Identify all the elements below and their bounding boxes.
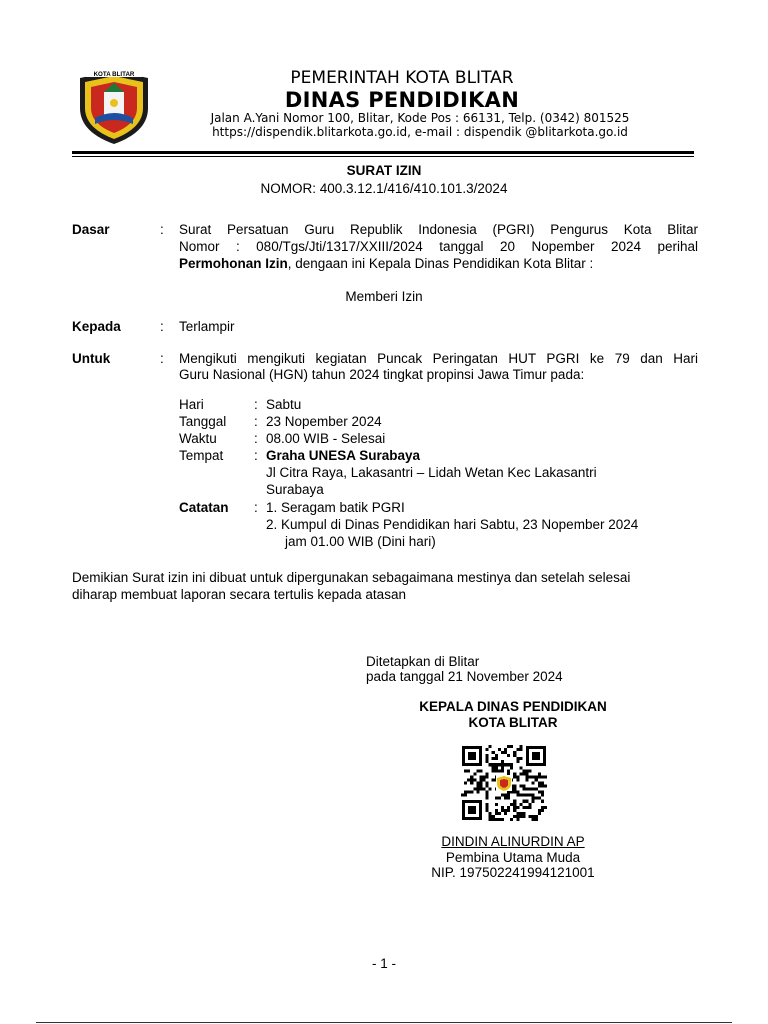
qr-module bbox=[513, 800, 516, 803]
qr-module bbox=[483, 788, 486, 791]
untuk-line-2: Guru Nasional (HGN) tahun 2024 tingkat propinsi Jawa Timur pada: bbox=[179, 367, 585, 382]
qr-module bbox=[504, 794, 507, 797]
document-number: NOMOR: 400.3.12.1/416/410.101.3/2024 bbox=[260, 181, 508, 196]
qr-module bbox=[538, 809, 541, 812]
qr-module bbox=[510, 763, 513, 766]
qr-module bbox=[492, 751, 495, 754]
untuk-colon: : bbox=[160, 351, 164, 366]
qr-module bbox=[476, 791, 479, 794]
qr-module bbox=[522, 800, 525, 803]
qr-module bbox=[504, 812, 507, 815]
memberi-izin: Memberi Izin bbox=[345, 289, 423, 304]
qr-module bbox=[519, 794, 522, 797]
qr-module bbox=[486, 748, 489, 751]
qr-module bbox=[532, 788, 535, 791]
qr-module bbox=[516, 778, 519, 781]
qr-module bbox=[516, 794, 519, 797]
qr-module bbox=[519, 748, 522, 751]
untuk-label: Untuk bbox=[72, 351, 111, 366]
qr-module bbox=[486, 803, 489, 806]
qr-module bbox=[513, 785, 516, 788]
qr-module bbox=[510, 803, 513, 806]
qr-module bbox=[532, 818, 535, 821]
qr-module bbox=[464, 791, 467, 794]
qr-module bbox=[529, 788, 532, 791]
qr-module bbox=[532, 794, 535, 797]
catatan-item-1: 1. Seragam batik PGRI bbox=[266, 500, 405, 515]
qr-module bbox=[544, 775, 547, 778]
qr-module bbox=[526, 806, 529, 809]
qr-module bbox=[467, 769, 470, 772]
address-line-1: Jalan A.Yani Nomor 100, Blitar, Kode Pos : 66131, Telp. (0342) 801525 bbox=[210, 111, 630, 125]
qr-module bbox=[504, 751, 507, 754]
qr-module bbox=[510, 766, 513, 769]
qr-module bbox=[522, 772, 525, 775]
qr-module bbox=[464, 769, 467, 772]
qr-module bbox=[495, 818, 498, 821]
qr-module bbox=[529, 775, 532, 778]
qr-module bbox=[544, 785, 547, 788]
qr-module bbox=[519, 772, 522, 775]
tanggal-value: 23 Nopember 2024 bbox=[266, 414, 382, 429]
qr-module bbox=[467, 791, 470, 794]
qr-module bbox=[522, 785, 525, 788]
qr-module bbox=[501, 766, 504, 769]
qr-module bbox=[519, 785, 522, 788]
qr-module bbox=[486, 757, 489, 760]
qr-module bbox=[479, 788, 482, 791]
qr-module bbox=[516, 812, 519, 815]
qr-module bbox=[473, 772, 476, 775]
qr-module bbox=[532, 800, 535, 803]
qr-module bbox=[522, 794, 525, 797]
qr-module bbox=[501, 794, 504, 797]
dasar-colon: : bbox=[160, 222, 164, 237]
qr-module bbox=[516, 757, 519, 760]
qr-module bbox=[516, 775, 519, 778]
qr-module bbox=[513, 791, 516, 794]
qr-module bbox=[501, 763, 504, 766]
qr-module bbox=[519, 757, 522, 760]
qr-module bbox=[495, 797, 498, 800]
kota-blitar-logo bbox=[76, 68, 152, 146]
closing-line-1: Demikian Surat izin ini dibuat untuk dipergunakan sebagaimana mestinya dan setelah selesai bbox=[72, 570, 631, 585]
qr-module bbox=[486, 785, 489, 788]
qr-module bbox=[483, 778, 486, 781]
qr-module bbox=[513, 772, 516, 775]
qr-module bbox=[489, 812, 492, 815]
dasar-line-3-rest: , dengaan ini Kepala Dinas Pendidikan Kota Blitar : bbox=[287, 256, 594, 271]
qr-module bbox=[522, 812, 525, 815]
qr-module bbox=[526, 794, 529, 797]
qr-module bbox=[541, 775, 544, 778]
qr-module bbox=[507, 806, 510, 809]
qr-module bbox=[513, 803, 516, 806]
qr-module bbox=[492, 757, 495, 760]
qr-module bbox=[473, 778, 476, 781]
qr-module bbox=[492, 769, 495, 772]
waktu-colon: : bbox=[254, 431, 258, 446]
qr-module bbox=[498, 748, 501, 751]
qr-module bbox=[489, 815, 492, 818]
qr-module bbox=[507, 763, 510, 766]
qr-module bbox=[510, 791, 513, 794]
qr-module bbox=[461, 794, 464, 797]
signature-place: Ditetapkan di Blitar bbox=[366, 654, 480, 669]
qr-module bbox=[513, 809, 516, 812]
qr-module bbox=[541, 781, 544, 784]
government-name: PEMERINTAH KOTA BLITAR bbox=[290, 68, 514, 88]
qr-module bbox=[532, 797, 535, 800]
qr-module bbox=[476, 785, 479, 788]
hari-value: Sabtu bbox=[266, 397, 302, 412]
tempat-address-1: Jl Citra Raya, Lakasantri – Lidah Wetan Kec Lakasantri bbox=[266, 465, 597, 480]
qr-module bbox=[473, 788, 476, 791]
qr-module bbox=[516, 815, 519, 818]
qr-module bbox=[495, 757, 498, 760]
qr-module bbox=[504, 748, 507, 751]
footer-rule bbox=[36, 1022, 732, 1023]
qr-module bbox=[541, 800, 544, 803]
qr-module bbox=[516, 791, 519, 794]
signatory-nip: NIP. 197502241994121001 bbox=[431, 865, 595, 880]
qr-module bbox=[519, 766, 522, 769]
tempat-address-2: Surabaya bbox=[266, 482, 324, 497]
qr-module bbox=[486, 760, 489, 763]
letterhead-rule-thin bbox=[72, 156, 694, 157]
qr-module bbox=[507, 745, 510, 748]
tempat-value: Graha UNESA Surabaya bbox=[266, 448, 421, 463]
qr-module bbox=[532, 815, 535, 818]
qr-module bbox=[535, 797, 538, 800]
qr-module bbox=[513, 806, 516, 809]
qr-module bbox=[489, 818, 492, 821]
qr-module bbox=[498, 812, 501, 815]
qr-module bbox=[510, 818, 513, 821]
qr-module bbox=[522, 769, 525, 772]
qr-module bbox=[541, 785, 544, 788]
qr-module bbox=[529, 806, 532, 809]
qr-module bbox=[476, 781, 479, 784]
hari-label: Hari bbox=[179, 397, 204, 412]
qr-code-signature bbox=[461, 745, 547, 821]
qr-module bbox=[526, 775, 529, 778]
qr-module bbox=[479, 775, 482, 778]
qr-module bbox=[535, 775, 538, 778]
qr-module bbox=[495, 809, 498, 812]
untuk-line-1: Mengikuti mengikuti kegiatan Puncak Peringatan HUT PGRI ke 79 dan Hari bbox=[179, 351, 698, 366]
qr-module bbox=[501, 809, 504, 812]
qr-module bbox=[498, 818, 501, 821]
qr-module bbox=[538, 781, 541, 784]
qr-module bbox=[538, 791, 541, 794]
qr-module bbox=[507, 772, 510, 775]
qr-module bbox=[519, 803, 522, 806]
qr-module bbox=[495, 754, 498, 757]
qr-module bbox=[501, 806, 504, 809]
qr-module bbox=[495, 803, 498, 806]
page-number: - 1 - bbox=[371, 956, 396, 971]
qr-module bbox=[541, 791, 544, 794]
qr-module bbox=[495, 766, 498, 769]
dasar-line-2: Nomor : 080/Tgs/Jti/1317/XXIII/2024 tanggal 20 Nopember 2024 perihal bbox=[179, 239, 698, 254]
qr-module bbox=[526, 800, 529, 803]
signature-title-1: KEPALA DINAS PENDIDIKAN bbox=[419, 699, 607, 714]
qr-module bbox=[529, 769, 532, 772]
qr-module bbox=[479, 781, 482, 784]
qr-module bbox=[479, 785, 482, 788]
qr-module bbox=[516, 806, 519, 809]
qr-module bbox=[541, 809, 544, 812]
qr-module bbox=[535, 788, 538, 791]
dasar-line-1: Surat Persatuan Guru Republik Indonesia (PGRI) Pengurus Kota Blitar bbox=[179, 222, 698, 237]
qr-module bbox=[526, 778, 529, 781]
qr-module bbox=[522, 815, 525, 818]
qr-module bbox=[544, 806, 547, 809]
qr-module bbox=[501, 760, 504, 763]
qr-module bbox=[479, 769, 482, 772]
qr-module bbox=[507, 754, 510, 757]
dasar-subject: Permohonan Izin bbox=[179, 256, 288, 271]
qr-module bbox=[486, 806, 489, 809]
catatan-label: Catatan bbox=[179, 500, 229, 515]
tempat-label: Tempat bbox=[179, 448, 224, 463]
qr-module bbox=[501, 769, 504, 772]
qr-module bbox=[519, 745, 522, 748]
qr-module bbox=[486, 754, 489, 757]
kepada-colon: : bbox=[160, 319, 164, 334]
qr-module bbox=[492, 818, 495, 821]
qr-module bbox=[479, 778, 482, 781]
qr-module bbox=[476, 769, 479, 772]
qr-module bbox=[486, 794, 489, 797]
address-line-2: https://dispendik.blitarkota.go.id, e-mail : dispendik @blitarkota.go.id bbox=[212, 125, 628, 139]
qr-module bbox=[516, 748, 519, 751]
qr-module bbox=[492, 815, 495, 818]
qr-module bbox=[495, 769, 498, 772]
qr-module bbox=[507, 809, 510, 812]
qr-module bbox=[501, 818, 504, 821]
signatory-rank: Pembina Utama Muda bbox=[445, 850, 581, 865]
qr-module bbox=[519, 812, 522, 815]
waktu-label: Waktu bbox=[179, 431, 217, 446]
tanggal-colon: : bbox=[254, 414, 258, 429]
qr-module bbox=[486, 781, 489, 784]
qr-module bbox=[538, 797, 541, 800]
closing-line-2: diharap membuat laporan secara tertulis kepada atasan bbox=[72, 587, 406, 602]
qr-module bbox=[513, 815, 516, 818]
qr-module bbox=[486, 772, 489, 775]
catatan-item-2: 2. Kumpul di Dinas Pendidikan hari Sabtu, 23 Nopember 2024 bbox=[266, 517, 639, 532]
qr-module bbox=[498, 763, 501, 766]
qr-module bbox=[516, 818, 519, 821]
qr-module bbox=[470, 778, 473, 781]
kepada-label: Kepada bbox=[72, 319, 121, 334]
qr-module bbox=[519, 815, 522, 818]
qr-module bbox=[486, 775, 489, 778]
qr-module bbox=[507, 769, 510, 772]
qr-module bbox=[492, 763, 495, 766]
qr-module bbox=[470, 791, 473, 794]
qr-module bbox=[504, 763, 507, 766]
qr-module bbox=[516, 760, 519, 763]
qr-module bbox=[495, 763, 498, 766]
qr-module bbox=[464, 794, 467, 797]
qr-module bbox=[510, 745, 513, 748]
hari-colon: : bbox=[254, 397, 258, 412]
qr-module bbox=[464, 781, 467, 784]
qr-module bbox=[532, 775, 535, 778]
qr-module bbox=[513, 751, 516, 754]
qr-module bbox=[470, 775, 473, 778]
qr-module bbox=[492, 778, 495, 781]
qr-module bbox=[526, 772, 529, 775]
qr-module bbox=[507, 794, 510, 797]
qr-module bbox=[467, 778, 470, 781]
waktu-value: 08.00 WIB - Selesai bbox=[266, 431, 386, 446]
qr-module bbox=[541, 806, 544, 809]
kepada-value: Terlampir bbox=[179, 319, 235, 334]
qr-module bbox=[529, 815, 532, 818]
qr-module bbox=[526, 788, 529, 791]
qr-module bbox=[513, 775, 516, 778]
dasar-line-3 bbox=[179, 256, 593, 273]
qr-module bbox=[489, 763, 492, 766]
tempat-colon: : bbox=[254, 448, 258, 463]
office-address bbox=[200, 111, 640, 139]
signature-date: pada tanggal 21 November 2024 bbox=[366, 669, 563, 684]
qr-module bbox=[541, 794, 544, 797]
qr-module bbox=[498, 797, 501, 800]
qr-module bbox=[507, 791, 510, 794]
qr-module bbox=[504, 797, 507, 800]
qr-module bbox=[489, 745, 492, 748]
qr-module bbox=[526, 769, 529, 772]
qr-module bbox=[483, 775, 486, 778]
qr-module bbox=[498, 769, 501, 772]
qr-module bbox=[538, 812, 541, 815]
qr-module bbox=[501, 751, 504, 754]
qr-module bbox=[507, 797, 510, 800]
qr-module bbox=[522, 806, 525, 809]
qr-module bbox=[538, 772, 541, 775]
qr-module bbox=[486, 797, 489, 800]
qr-module bbox=[538, 775, 541, 778]
qr-module bbox=[513, 788, 516, 791]
qr-module bbox=[492, 766, 495, 769]
qr-module bbox=[489, 788, 492, 791]
qr-module bbox=[486, 809, 489, 812]
dasar-label: Dasar bbox=[72, 222, 110, 237]
qr-module bbox=[529, 803, 532, 806]
signature-title-2: KOTA BLITAR bbox=[468, 715, 558, 730]
qr-module bbox=[476, 788, 479, 791]
qr-module bbox=[538, 785, 541, 788]
qr-module bbox=[532, 781, 535, 784]
qr-module bbox=[535, 818, 538, 821]
qr-module bbox=[495, 812, 498, 815]
logo-caption: KOTA BLITAR bbox=[93, 71, 135, 78]
qr-module bbox=[522, 788, 525, 791]
qr-module bbox=[529, 794, 532, 797]
signatory-name-text: DINDIN ALINURDIN AP bbox=[441, 834, 585, 849]
qr-module bbox=[504, 809, 507, 812]
signatory-name bbox=[380, 834, 646, 849]
qr-module bbox=[513, 754, 516, 757]
catatan-item-2-cont: jam 01.00 WIB (Dini hari) bbox=[285, 534, 436, 549]
office-name: DINAS PENDIDIKAN bbox=[284, 88, 520, 112]
qr-module bbox=[535, 778, 538, 781]
catatan-colon: : bbox=[254, 500, 258, 515]
qr-module bbox=[470, 781, 473, 784]
letterhead-rule-thick bbox=[72, 151, 694, 154]
document-title: SURAT IZIN bbox=[346, 163, 422, 178]
qr-module bbox=[535, 815, 538, 818]
tanggal-label: Tanggal bbox=[179, 414, 227, 429]
qr-module bbox=[486, 791, 489, 794]
